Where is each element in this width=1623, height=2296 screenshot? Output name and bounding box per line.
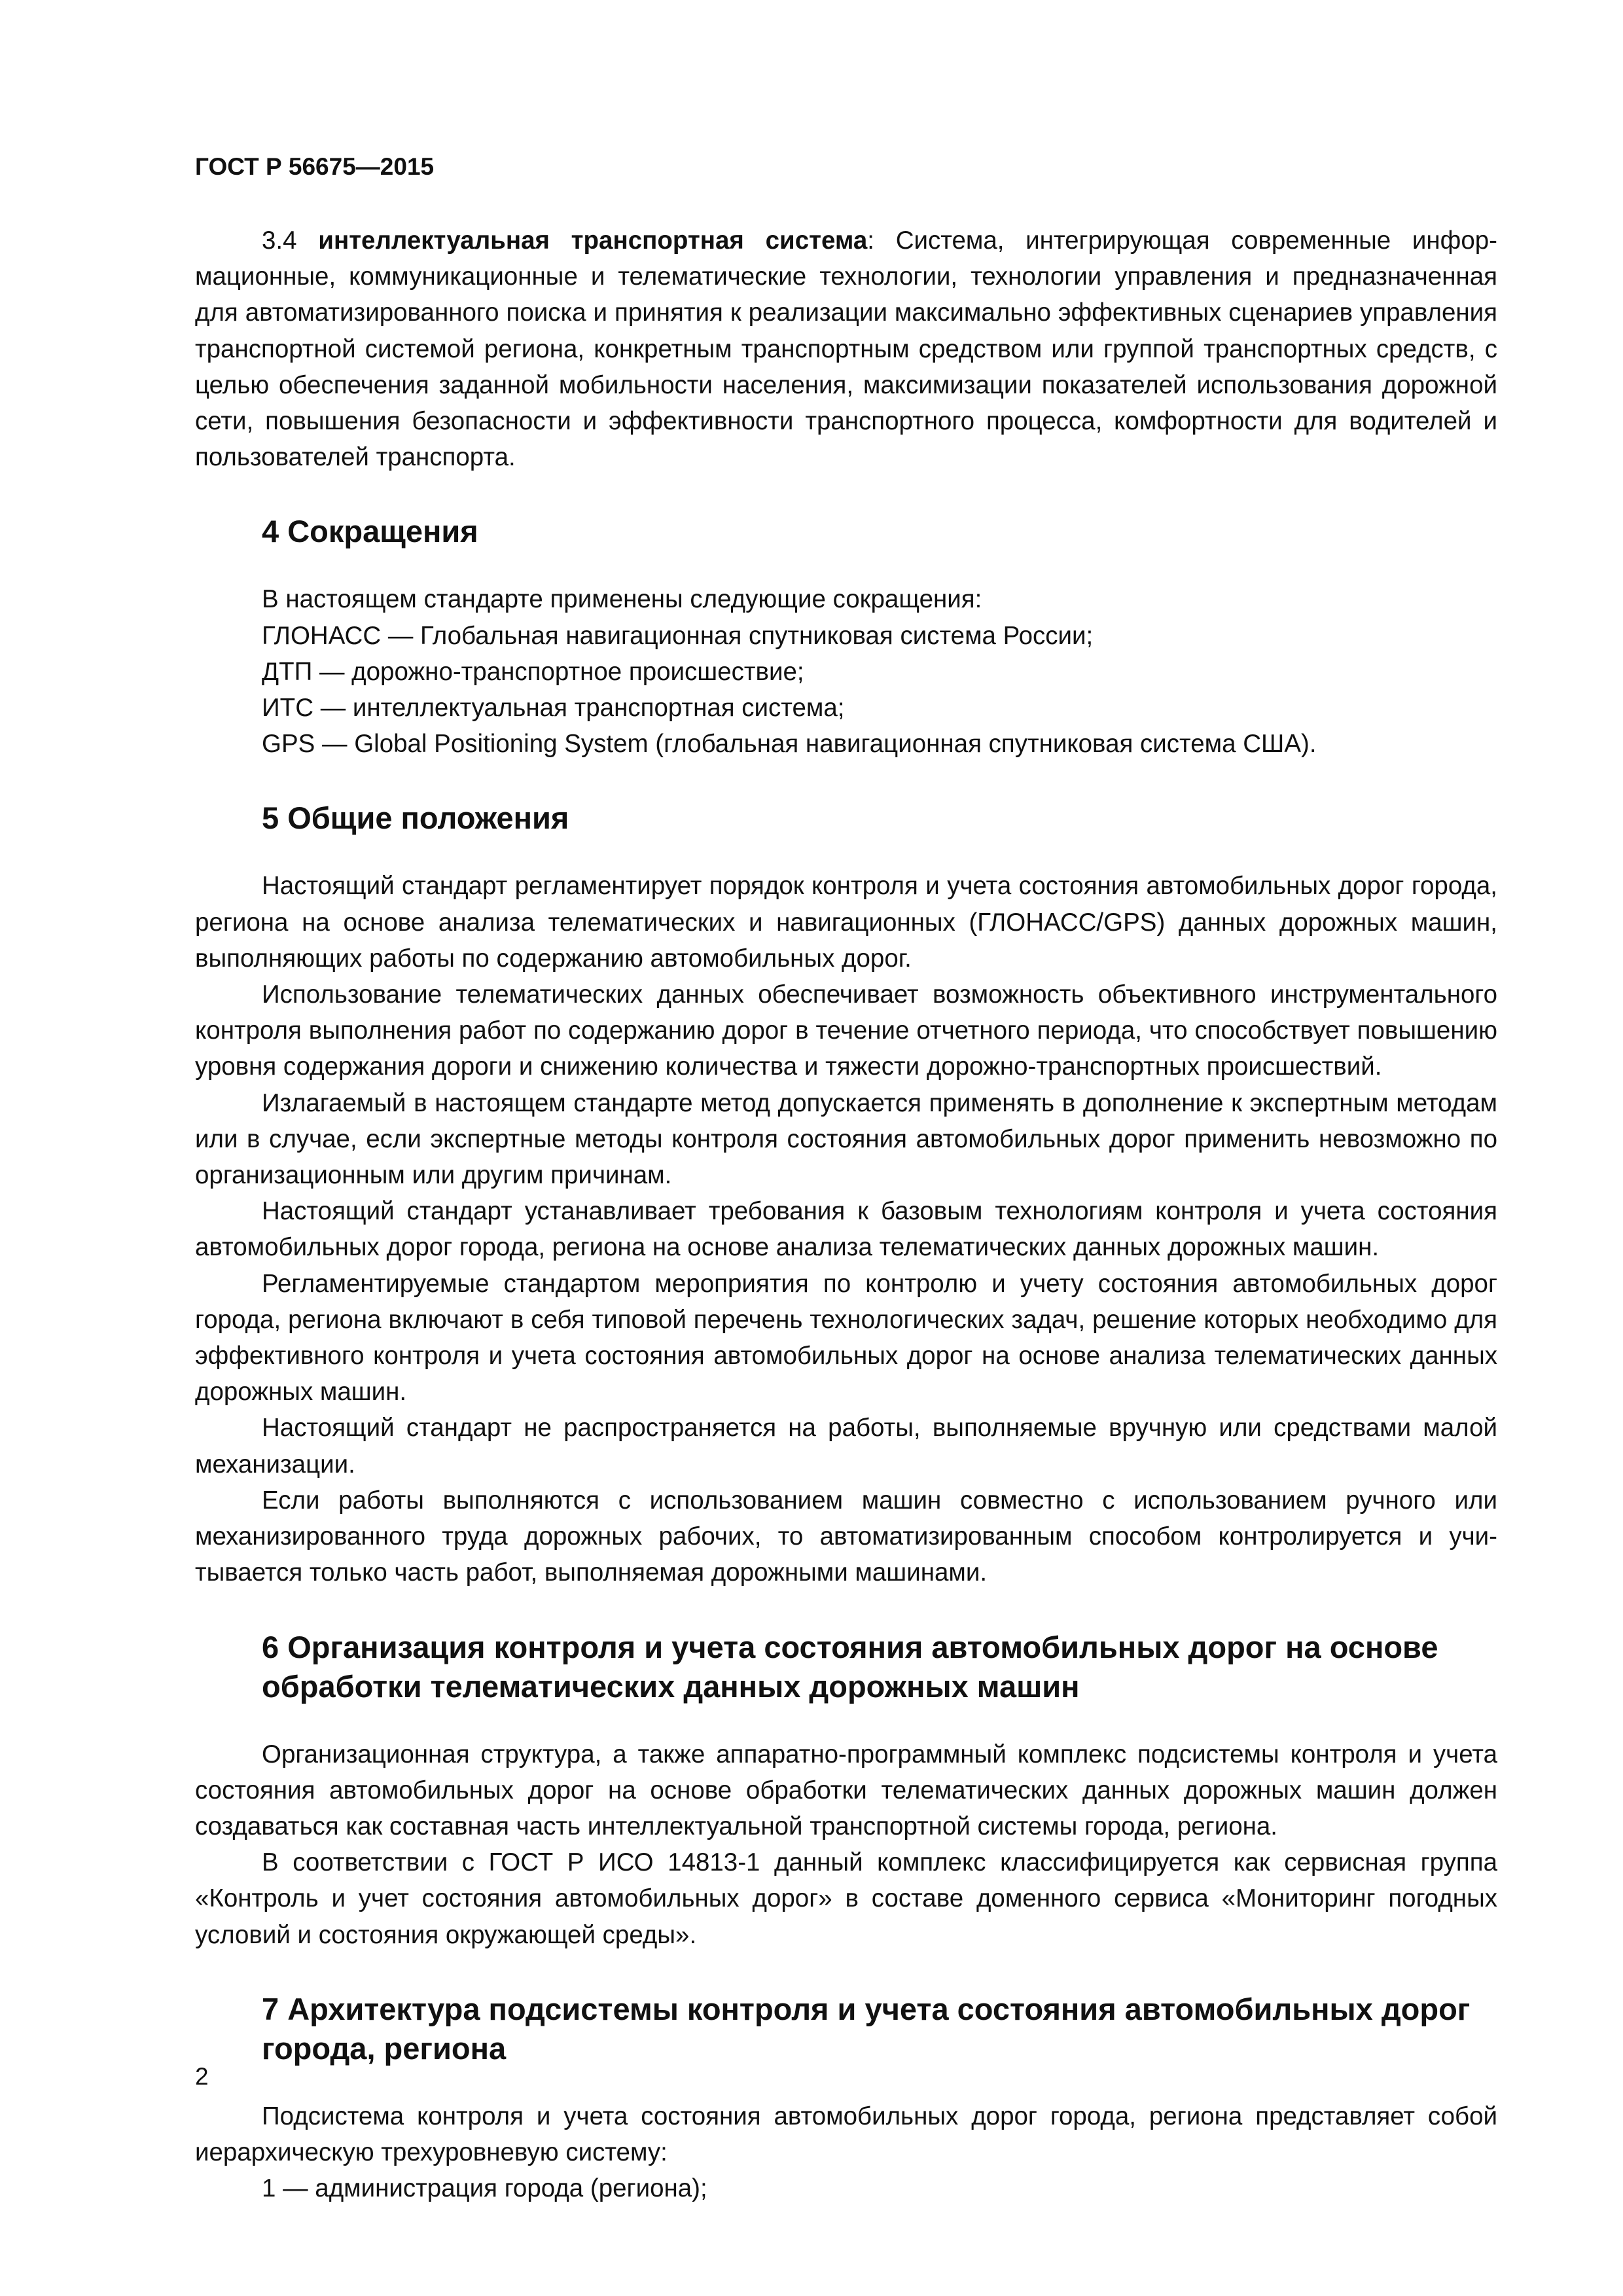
section-4-intro: В настоящем стандарте применены следующие сокращения: — [262, 585, 982, 614]
section-5-title: 5 Общие положения — [262, 800, 569, 836]
section-5-paragraph: Настоящий стандарт устанавливает требования к базовым технологиям контроля и учета состояния автомобильных дорог города, региона на основе анализа телематических данных дорожных машин. — [195, 1197, 1497, 1262]
document-body — [195, 223, 1497, 2206]
section-7-paragraph: Подсистема контроля и учета состояния автомобильных дорог города, региона представляет собой иерархическую трехуровневую систему: — [195, 2102, 1497, 2166]
section-5-paragraph: Настоящий стандарт не распространяется на работы, выполняемые вручную или средствами малой механизации. — [195, 1414, 1497, 1479]
section-5-paragraph: Настоящий стандарт регламентирует порядок контроля и учета состояния автомобильных дорог города, региона на основе анализа телематических и навигационных (ГЛОНАСС/GPS) данных дорожных машин, выполняющих работы по содержанию автомобильных дорог. — [195, 872, 1497, 973]
abbreviation-item: ИТС — интеллектуальная транспортная система; — [262, 694, 845, 723]
section-6-title: 6 Организация контроля и учета состояния автомобильных дорог на основе обработки телематических данных дорожных машин — [262, 1629, 1438, 1704]
definition-3-4 — [195, 223, 1497, 475]
abbreviation-item: GPS — Global Positioning System (глобальная навигационная спутниковая система США). — [262, 730, 1317, 759]
page-number: 2 — [195, 2063, 209, 2090]
hierarchy-list-item: 1 — администрация города (региона); — [262, 2174, 707, 2203]
section-4-title: 4 Сокращения — [262, 514, 478, 549]
section-6-paragraph: В соответствии с ГОСТ Р ИСО 14813-1 данный комплекс классифицируется как сервисная группа «Контроль и учет состояния автомобильных дорог» в составе доменного сервиса «Мониторинг погодных условий и состояния окружающей среды». — [195, 1848, 1497, 1949]
section-7-title: 7 Архитектура подсистемы контроля и учета состояния автомобильных дорог города, региона — [262, 1991, 1471, 2066]
section-5-paragraph: Если работы выполняются с использованием машин совместно с использованием ручного или механизированного труда дорожных рабочих, то автоматизированным способом контролируется и учитывается только часть работ, выполняемая дорожными машинами. — [195, 1486, 1497, 1587]
section-5-paragraph: Излагаемый в настоящем стандарте метод допускается применять в дополнение к экспертным методам или в случае, если экспертные методы контроля состояния автомобильных дорог применить невозможно по организационным или другим причинам. — [195, 1088, 1497, 1190]
section-5-paragraph: Регламентируемые стандартом мероприятия по контролю и учету состояния автомобильных дорог города, региона включают в себя типовой перечень технологических задач, решение которых необходимо для эффективного контроля и учета состояния автомобильных дорог на основе анализа телематических данных дорожных машин. — [195, 1269, 1497, 1407]
abbreviation-item: ГЛОНАСС — Глобальная навигационная спутниковая система России; — [262, 621, 1094, 650]
definition-text: : Система, интегрирующая современные информационные, коммуникационные и телематические технологии, технологии управления и предназначенная для автоматизированного поиска и принятия к реализации максимально эффективных сценариев управления транспортной системой региона, конкретным транспортным средством или группой транспортных средств, с целью обеспечения заданной мобильности населения, максимизации показателей использования дорожной сети, повышения безопасности и эффективности транспортного процесса, комфортности для водителей и пользователей транспорта. — [195, 226, 1497, 472]
section-5-paragraph: Использование телематических данных обеспечивает возможность объективного инструментального контроля выполнения работ по содержанию дорог в течение отчетного периода, что способствует повышению уровня содержания дороги и снижению количества и тяжести дорожно-транспортных происшествий. — [195, 980, 1497, 1081]
document-code: ГОСТ Р 56675—2015 — [195, 153, 435, 180]
definition-term: интеллектуальная транспортная система — [318, 226, 868, 255]
abbreviation-item: ДТП — дорожно-транспортное происшествие; — [262, 657, 804, 686]
section-6-paragraph: Организационная структура, а также аппаратно-программный комплекс подсистемы контроля и учета состояния автомобильных дорог на основе обработки телематических данных дорожных машин должен создаваться как составная часть интеллектуальной транспортной системы города, региона. — [195, 1740, 1497, 1840]
definition-number: 3.4 — [262, 226, 297, 255]
